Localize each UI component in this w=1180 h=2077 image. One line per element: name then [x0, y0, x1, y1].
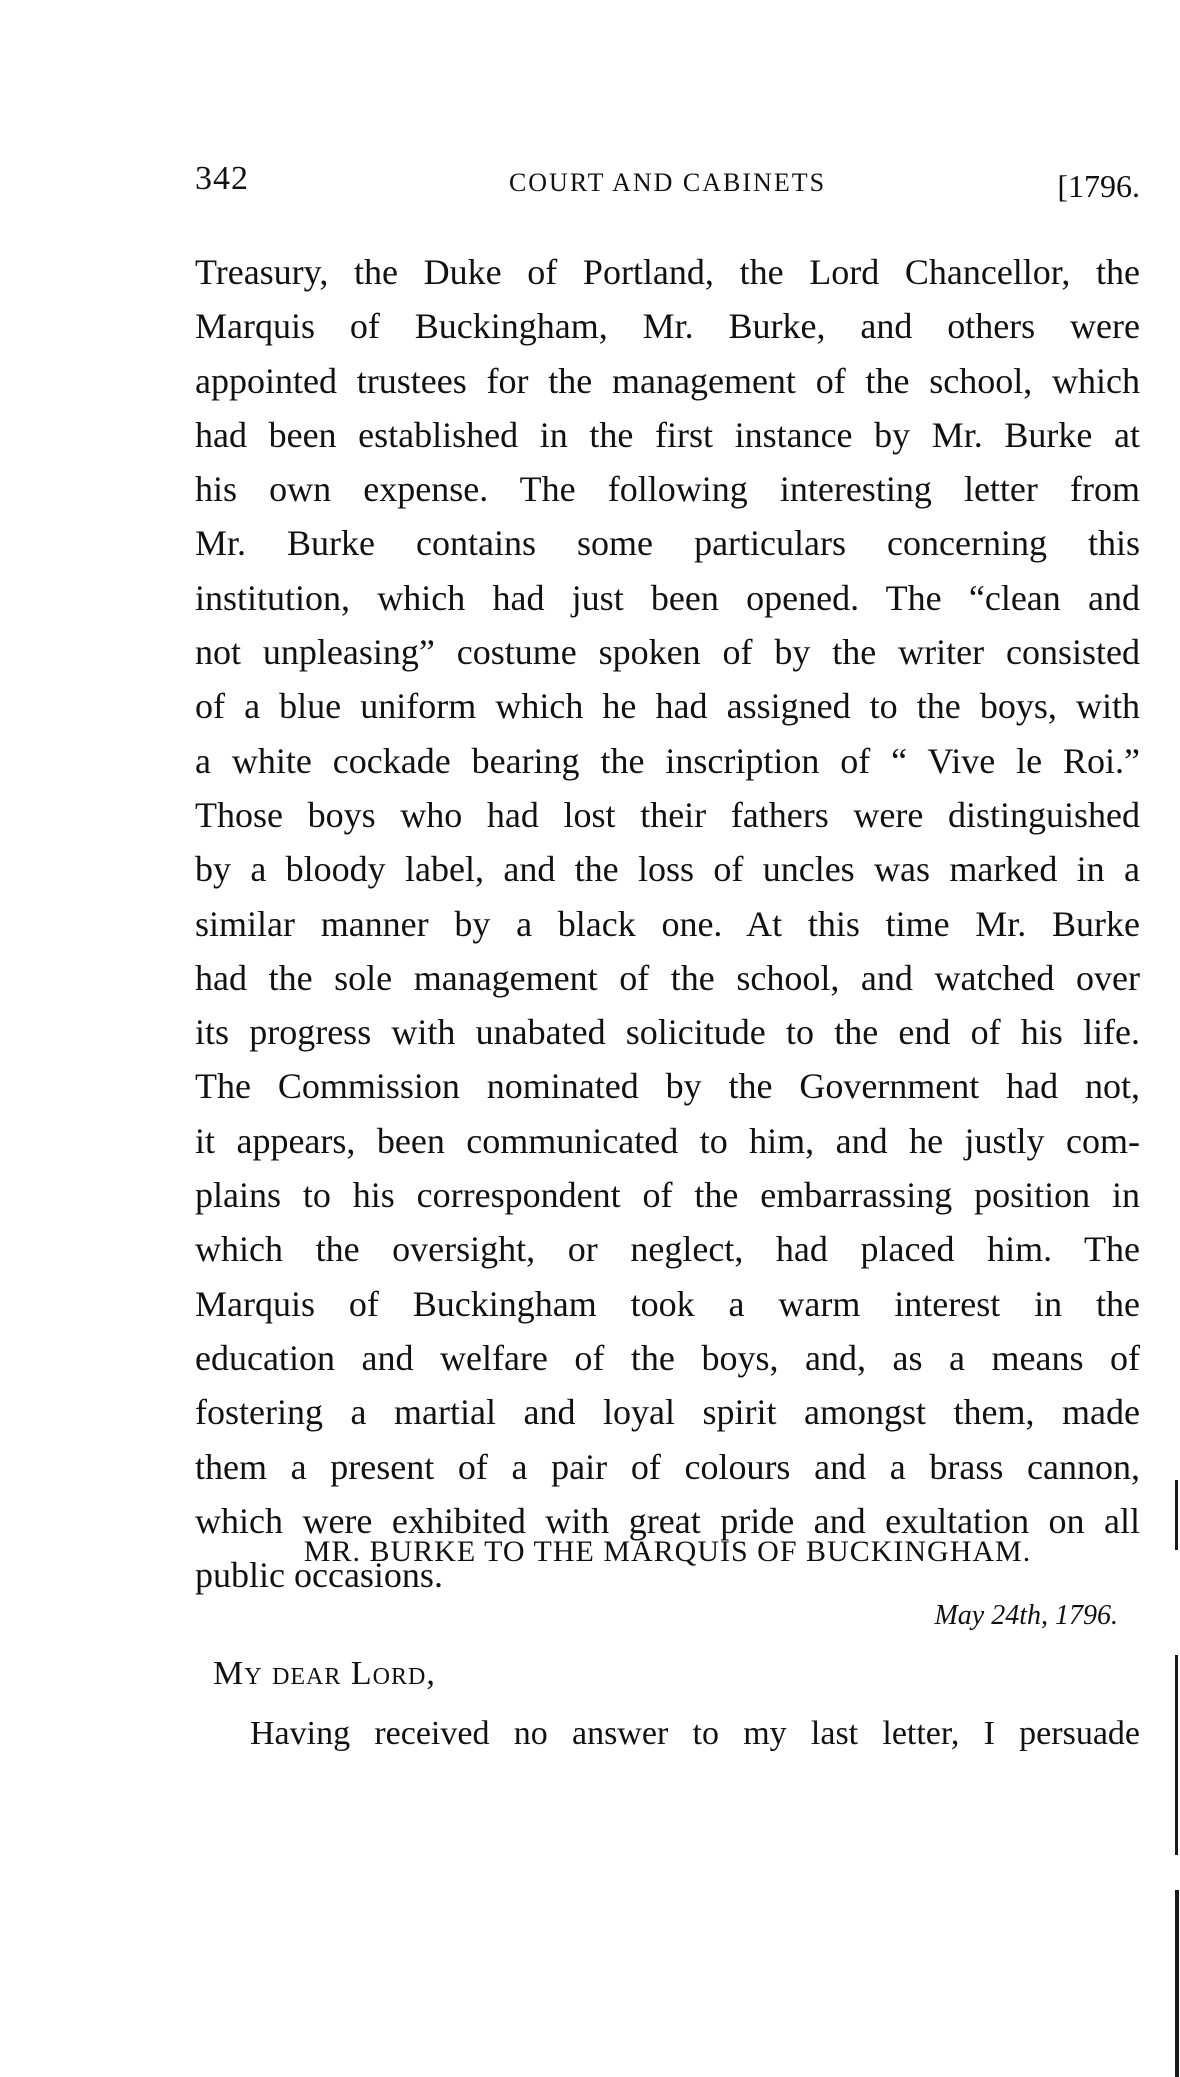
letter-date: May 24th, 1796. — [934, 1600, 1118, 1631]
running-head — [195, 160, 1140, 210]
text-line: which the oversight, or neglect, had placed him. The — [195, 1229, 1140, 1270]
text-line: had been established in the first instance by Mr. Burke at — [195, 414, 1140, 455]
text-line: fostering a martial and loyal spirit amongst them, made — [195, 1392, 1140, 1433]
text-line: his own expense. The following interesting letter from — [195, 469, 1140, 510]
text-line: them a present of a pair of colours and a brass cannon, — [195, 1446, 1140, 1487]
text-line: of a blue uniform which he had assigned to the boys, with — [195, 686, 1140, 727]
scan-edge-mark — [1175, 1890, 1179, 2077]
body-paragraph — [195, 245, 1140, 1602]
text-line: it appears, been communicated to him, and he justly com- — [195, 1120, 1140, 1161]
text-line: Mr. Burke contains some particulars concerning this — [195, 523, 1140, 564]
running-year: [1796. — [1057, 168, 1140, 204]
text-line: by a bloody label, and the loss of uncles was marked in a — [195, 849, 1140, 890]
text-line: its progress with unabated solicitude to the end of his life. — [195, 1012, 1140, 1053]
text-line: not unpleasing” costume spoken of by the writer consisted — [195, 632, 1140, 673]
text-line: similar manner by a black one. At this time Mr. Burke — [195, 903, 1140, 944]
text-line: plains to his correspondent of the embarrassing position in — [195, 1175, 1140, 1216]
running-title: COURT AND CABINETS — [508, 168, 827, 197]
text-line: a white cockade bearing the inscription of “ Vive le Roi.” — [195, 740, 1140, 781]
text-line: appointed trustees for the management of the school, which — [195, 360, 1140, 401]
text-line: had the sole management of the school, and watched over — [195, 957, 1140, 998]
text-line: Those boys who had lost their fathers were distinguished — [195, 794, 1140, 835]
text-line: Marquis of Buckingham took a warm interest in the — [195, 1283, 1140, 1324]
page-number: 342 — [195, 160, 249, 197]
text-line: which were exhibited with great pride and exultation on all — [195, 1500, 1140, 1541]
scan-edge-mark — [1175, 1655, 1178, 1855]
text-line: Treasury, the Duke of Portland, the Lord Chancellor, the — [195, 252, 1140, 292]
scan-edge-mark — [1175, 1480, 1178, 1550]
text-line: education and welfare of the boys, and, as a means of — [195, 1337, 1140, 1378]
text-line: The Commission nominated by the Government had not, — [195, 1066, 1140, 1107]
text-line: Marquis of Buckingham, Mr. Burke, and others were — [195, 306, 1140, 347]
text-line: public occasions. — [195, 1555, 443, 1596]
letter-salutation: My dear Lord, — [213, 1655, 436, 1692]
letter-heading: MR. BURKE TO THE MARQUIS OF BUCKINGHAM. — [303, 1535, 1032, 1568]
letter-first-line: Having received no answer to my last letter, I persuade — [250, 1715, 1140, 1752]
text-line: institution, which had just been opened. The “clean and — [195, 577, 1140, 618]
